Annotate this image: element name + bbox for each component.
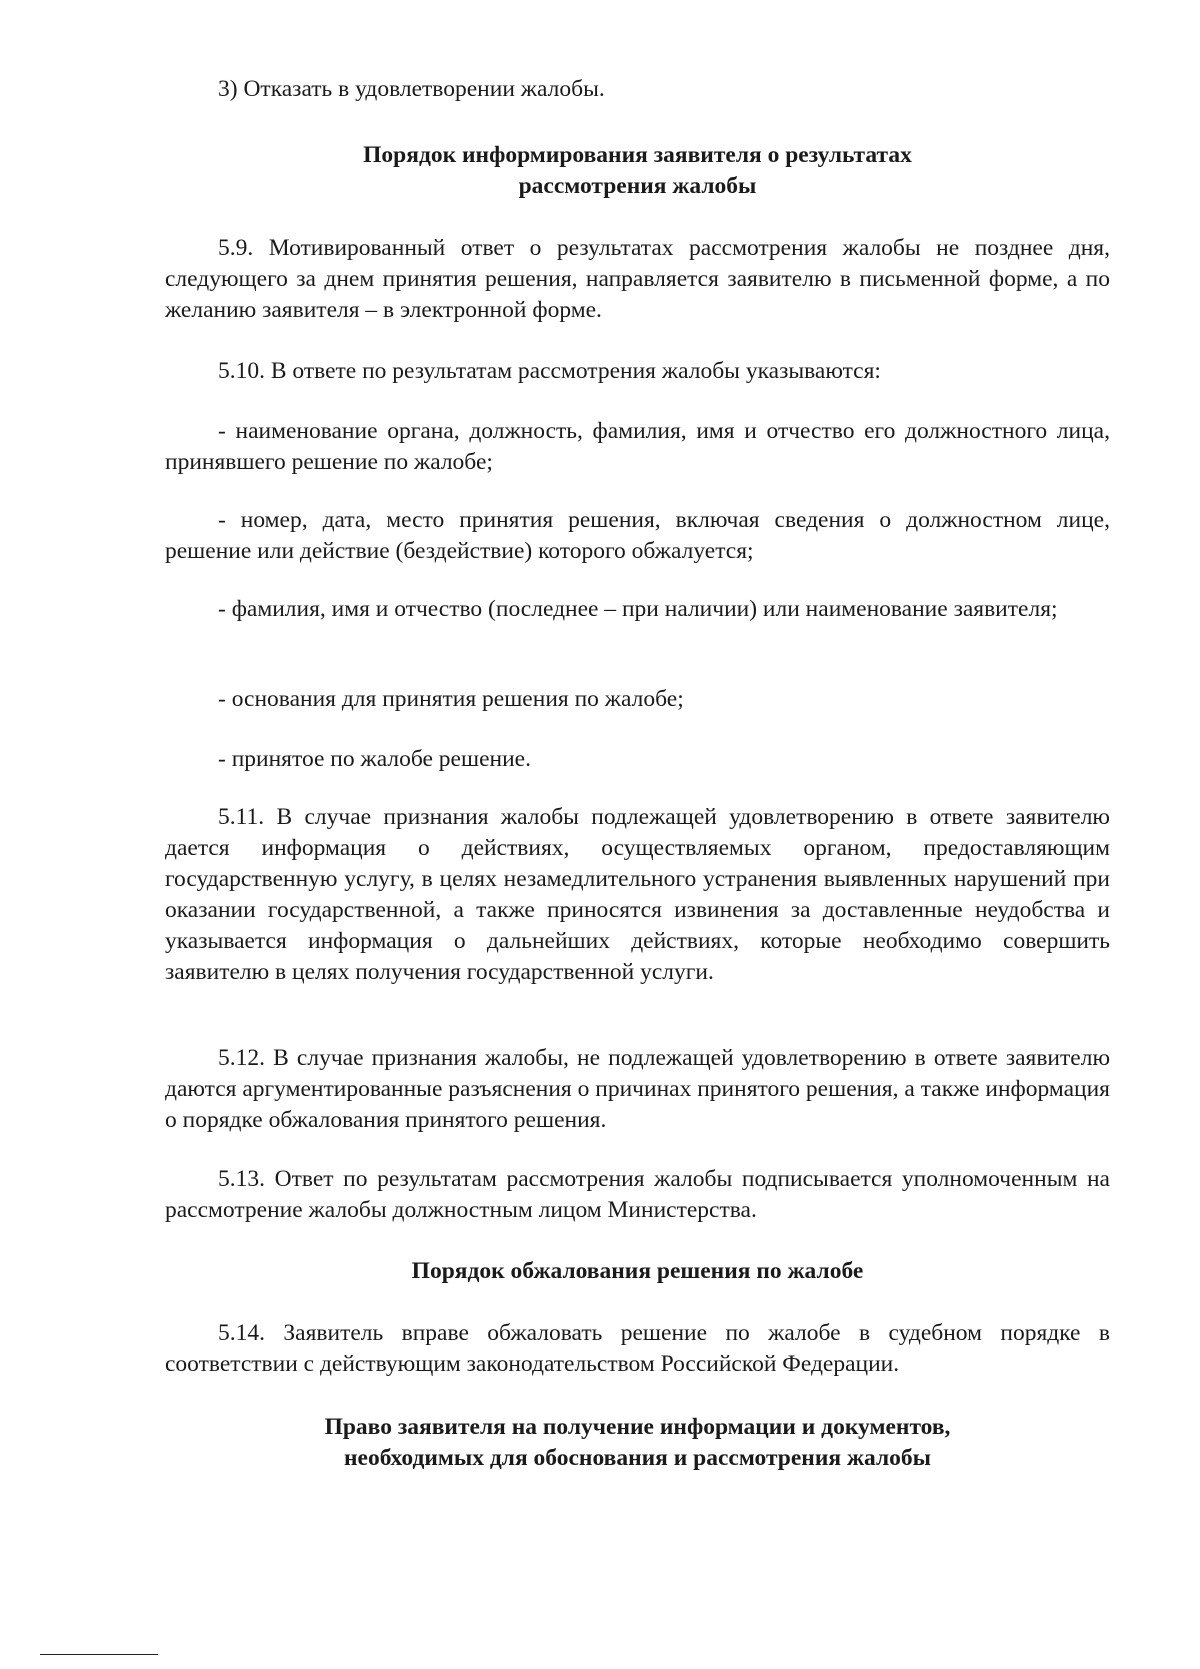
list-item-decision-details: - номер, дата, место принятия решения, включая сведения о должностном лице, решение или действие (бездействие) которого обжалуется; (165, 507, 1110, 564)
heading-line: Порядок обжалования решения по жалобе (411, 1258, 864, 1284)
list-item-authority: - наименование органа, должность, фамилия, имя и отчество его должностного лица, принявшего решение по жалобе; (165, 418, 1110, 475)
paragraph-5-12: 5.12. В случае признания жалобы, не подлежащей удовлетворению в ответе заявителю даются аргументированные разъяснения о причинах принятого решения, а также информация о порядке обжалования принятого решения. (165, 1045, 1110, 1133)
list-item-grounds: - основания для принятия решения по жалобе; (218, 686, 684, 712)
heading-line: Порядок информирования заявителя о результатах (363, 142, 912, 168)
paragraph-5-10: 5.10. В ответе по результатам рассмотрения жалобы указываются: (218, 358, 881, 384)
paragraph-5-9: 5.9. Мотивированный ответ о результатах рассмотрения жалобы не позднее дня, следующего за днем принятия решения, направляется заявителю в письменной форме, а по желанию заявителя – в электронной форме. (165, 235, 1110, 323)
paragraph-5-13: 5.13. Ответ по результатам рассмотрения жалобы подписывается уполномоченным на рассмотрение жалобы должностным лицом Министерства. (165, 1166, 1110, 1223)
heading-line: рассмотрения жалобы (518, 173, 757, 199)
list-item-decision: - принятое по жалобе решение. (218, 746, 531, 772)
paragraph-5-14: 5.14. Заявитель вправе обжаловать решение по жалобе в судебном порядке в соответствии с действующим законодательством Российской Федерации. (165, 1320, 1110, 1377)
heading-line: необходимых для обоснования и рассмотрения жалобы (343, 1445, 932, 1471)
heading-appeal-procedure (165, 1256, 1110, 1287)
heading-inform-procedure (165, 140, 1110, 202)
paragraph-5-11: 5.11. В случае признания жалобы подлежащей удовлетворению в ответе заявителю дается информация о действиях, осуществляемых органом, предоставляющим государственную услугу, в целях незамедлительного устранения выявленных нарушений при оказании государственной, а также приносятся извинения за доставленные неудобства и указывается информация о дальнейших действиях, которые необходимо совершить заявителю в целях получения государственной услуги. (165, 804, 1110, 985)
paragraph-refuse-complaint: 3) Отказать в удовлетворении жалобы. (218, 76, 605, 102)
heading-line: Право заявителя на получение информации и документов, (324, 1414, 951, 1440)
footnote-separator (40, 1654, 158, 1655)
list-item-applicant-name: - фамилия, имя и отчество (последнее – при наличии) или наименование заявителя; (218, 596, 1058, 622)
heading-right-to-information (165, 1412, 1110, 1474)
